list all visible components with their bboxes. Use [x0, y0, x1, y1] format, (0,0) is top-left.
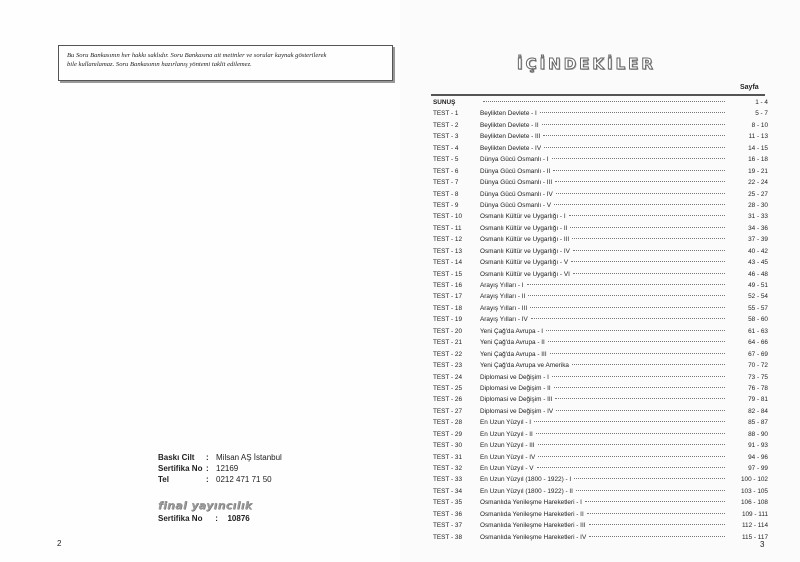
toc-entry-leader — [483, 101, 725, 102]
toc-entry-leader — [555, 398, 725, 399]
toc-entry-topic: Beylikten Devlete - III — [480, 133, 541, 141]
toc-entry-code: TEST - 37 — [433, 522, 463, 530]
toc-entry-pages: 67 - 69 — [748, 350, 768, 358]
toc-entry-pages: 112 - 114 — [741, 522, 768, 530]
toc-entry-leader — [553, 170, 725, 171]
toc-entry-topic: Beylikten Devlete - I — [480, 110, 537, 118]
toc-entry — [433, 166, 768, 177]
toc-entry — [433, 474, 768, 485]
toc-entry-topic: Osmanlı Kültür ve Uygarlığı - V — [480, 259, 569, 267]
toc-entry-code: TEST - 10 — [433, 213, 463, 221]
toc-entry-code: TEST - 36 — [433, 510, 463, 518]
toc-entry-leader — [537, 467, 725, 468]
toc-entry-topic: Dünya Gücü Osmanlı - III — [480, 179, 553, 187]
toc-entry-pages: 46 - 48 — [748, 270, 768, 278]
toc-entry-pages: 109 - 111 — [741, 510, 768, 518]
imprint-sep: : — [206, 453, 209, 462]
toc-entry-leader — [536, 433, 725, 434]
toc-entry — [433, 131, 768, 142]
imprint-block — [158, 452, 282, 485]
toc-entry-topic: Arayış Yılları - I — [480, 282, 524, 289]
toc-entry-leader — [569, 215, 725, 216]
toc-entry-code: TEST - 12 — [433, 236, 463, 244]
page-number-left: 2 — [57, 539, 62, 548]
toc-entry-leader — [546, 330, 725, 331]
toc-entry — [433, 257, 768, 268]
toc-entry — [433, 291, 768, 302]
toc-entry-leader — [543, 135, 725, 136]
toc-entry-code: TEST - 7 — [433, 179, 459, 187]
toc-entry-code: TEST - 22 — [433, 350, 463, 358]
toc-entry-topic: Arayış Yılları - III — [480, 304, 528, 312]
toc-entry-code: TEST - 6 — [433, 167, 459, 175]
toc-entry-pages: 88 - 90 — [748, 430, 768, 438]
toc-entry — [433, 97, 768, 108]
toc-entry-pages: 8 - 10 — [751, 121, 768, 129]
toc-entry — [433, 280, 768, 291]
toc-entry — [433, 360, 768, 371]
toc-entry-topic: Osmanlı Kültür ve Uygarlığı - III — [480, 236, 570, 244]
toc-entry-pages: 22 - 24 — [748, 179, 768, 187]
toc-entry-pages: 97 - 99 — [748, 465, 768, 472]
toc-entry-pages: 94 - 96 — [748, 453, 768, 461]
toc-entry-topic: En Uzun Yüzyıl (1800 - 1922) - II — [480, 487, 573, 495]
toc-entry-topic: Arayış Yılları - IV — [480, 316, 528, 324]
imprint-sep: : — [206, 464, 209, 473]
toc-entry-topic: Diplomasi ve Değişim - II — [480, 384, 551, 392]
toc-list — [433, 97, 768, 543]
toc-entry-leader — [528, 295, 725, 296]
toc-entry-leader — [554, 387, 725, 388]
toc-entry-leader — [589, 524, 726, 525]
toc-entry — [433, 440, 768, 451]
imprint-value: 0212 471 71 50 — [216, 475, 272, 484]
copyright-notice — [58, 45, 393, 81]
imprint-key: Baskı Cilt — [158, 453, 195, 462]
toc-entry — [433, 349, 768, 360]
toc-entry-pages: 106 - 108 — [740, 499, 768, 507]
toc-entry-pages: 40 - 42 — [748, 247, 768, 255]
toc-entry-topic: Dünya Gücü Osmanlı - II — [480, 167, 551, 175]
imprint-row — [158, 474, 282, 485]
toc-entry-topic: Osmanlı Kültür ve Uygarlığı - II — [480, 224, 568, 232]
toc-entry-leader — [538, 444, 725, 445]
toc-entry-topic: Beylikten Devlete - II — [480, 121, 539, 129]
toc-entry — [433, 532, 768, 543]
toc-entry-topic: En Uzun Yüzyıl - III — [480, 442, 535, 450]
toc-entry — [433, 143, 768, 154]
toc-entry-leader — [555, 181, 725, 182]
toc-entry-topic: Osmanlıda Yenileşme Hareketleri - IV — [480, 533, 587, 541]
toc-entry-leader — [552, 158, 725, 159]
toc-entry-leader — [554, 204, 725, 205]
toc-entry-topic: Yeni Çağ'da Avrupa - I — [480, 327, 544, 335]
toc-entry-code: TEST - 25 — [433, 384, 463, 392]
toc-entry — [433, 497, 768, 508]
toc-entry-pages: 100 - 102 — [740, 476, 768, 484]
toc-entry-code: TEST - 38 — [433, 533, 463, 541]
toc-entry-leader — [573, 273, 725, 274]
toc-entry-code: TEST - 11 — [433, 224, 462, 232]
toc-entry-code: TEST - 4 — [433, 144, 459, 152]
toc-entry-code: SUNUŞ — [433, 99, 456, 106]
toc-entry-leader — [570, 227, 725, 228]
toc-entry-leader — [574, 478, 725, 479]
toc-entry-leader — [530, 307, 725, 308]
toc-entry-pages: 14 - 15 — [748, 144, 768, 152]
toc-entry-pages: 76 - 78 — [748, 384, 768, 392]
toc-entry-leader — [552, 376, 725, 377]
imprint-sep: : — [206, 475, 209, 484]
toc-entry-code: TEST - 17 — [433, 293, 463, 301]
toc-entry — [433, 314, 768, 325]
certificate-key: Sertifika No — [158, 514, 203, 523]
toc-entry-leader — [589, 536, 725, 537]
toc-entry-pages: 1 - 4 — [755, 99, 768, 106]
toc-entry — [433, 326, 768, 337]
toc-entry-topic: Diplomasi ve Değişim - I — [480, 373, 549, 381]
toc-entry-topic: Osmanlı Kültür ve Uygarlığı - IV — [480, 247, 570, 255]
toc-entry-topic: Dünya Gücü Osmanlı - IV — [480, 190, 553, 198]
toc-entry-code: TEST - 21 — [433, 339, 463, 347]
toc-entry-code: TEST - 28 — [433, 419, 463, 427]
toc-entry — [433, 429, 768, 440]
imprint-key: Sertifika No — [158, 464, 203, 473]
toc-entry-topic: Dünya Gücü Osmanlı - I — [480, 156, 549, 164]
toc-entry — [433, 486, 768, 497]
toc-entry-leader — [544, 147, 725, 148]
toc-entry-code: TEST - 9 — [433, 201, 459, 209]
imprint-row — [158, 463, 282, 474]
toc-entry-leader — [573, 250, 725, 251]
toc-entry — [433, 120, 768, 131]
toc-entry-pages: 52 - 54 — [748, 293, 768, 301]
toc-entry — [433, 372, 768, 383]
toc-entry-code: TEST - 16 — [433, 282, 463, 289]
toc-entry-code: TEST - 20 — [433, 327, 463, 335]
toc-entry-pages: 16 - 18 — [748, 156, 768, 164]
toc-entry — [433, 406, 768, 417]
toc-entry-topic: En Uzun Yüzyıl (1800 - 1922) - I — [480, 476, 572, 484]
toc-entry-pages: 73 - 75 — [748, 373, 768, 381]
toc-entry-code: TEST - 14 — [433, 259, 463, 267]
imprint-value: Milsan AŞ İstanbul — [216, 453, 282, 462]
toc-entry — [433, 394, 768, 405]
certificate-value: 10876 — [227, 514, 250, 523]
toc-entry-topic: Osmanlı Kültür ve Uygarlığı - VI — [480, 270, 570, 278]
toc-entry-pages: 49 - 51 — [748, 282, 768, 289]
toc-entry-pages: 61 - 63 — [748, 327, 768, 335]
toc-entry-leader — [576, 490, 725, 491]
header-divider — [431, 94, 765, 96]
toc-entry-code: TEST - 1 — [433, 110, 459, 118]
toc-entry-pages: 64 - 66 — [748, 339, 768, 347]
toc-entry-code: TEST - 18 — [433, 304, 463, 312]
toc-entry-topic: En Uzun Yüzyıl - I — [480, 419, 532, 427]
toc-entry — [433, 269, 768, 280]
toc-entry-code: TEST - 30 — [433, 442, 463, 450]
toc-entry-topic: En Uzun Yüzyıl - V — [480, 465, 534, 472]
toc-entry-topic: Osmanlı Kültür ve Uygarlığı - I — [480, 213, 566, 221]
toc-entry-pages: 19 - 21 — [748, 167, 768, 175]
toc-entry-pages: 37 - 39 — [748, 236, 768, 244]
toc-entry-topic: Diplomasi ve Değişim - III — [480, 396, 553, 404]
toc-entry-pages: 103 - 105 — [740, 487, 768, 495]
toc-entry-topic: Dünya Gücü Osmanlı - V — [480, 201, 552, 209]
toc-entry-pages: 11 - 13 — [748, 133, 768, 141]
toc-entry — [433, 154, 768, 165]
toc-entry — [433, 211, 768, 222]
toc-entry-leader — [548, 341, 725, 342]
toc-entry-code: TEST - 3 — [433, 133, 459, 141]
toc-entry-pages: 28 - 30 — [748, 201, 768, 209]
toc-entry-leader — [556, 193, 725, 194]
certificate-row — [158, 514, 250, 523]
toc-entry-code: TEST - 27 — [433, 407, 463, 415]
toc-entry — [433, 520, 768, 531]
toc-title: İÇİNDEKİLER — [517, 55, 656, 73]
toc-entry-code: TEST - 24 — [433, 373, 463, 381]
toc-entry-pages: 25 - 27 — [748, 190, 768, 198]
toc-entry-leader — [572, 238, 725, 239]
notice-line: bile kullanılamaz. Soru Bankasının hazırlanış yöntemi taklit edilemez. — [67, 61, 252, 68]
toc-entry-code: TEST - 23 — [433, 362, 463, 370]
toc-entry-leader — [571, 261, 725, 262]
toc-entry-code: TEST - 33 — [433, 476, 463, 484]
toc-entry — [433, 303, 768, 314]
toc-entry — [433, 463, 768, 474]
toc-entry-pages: 58 - 60 — [748, 316, 768, 324]
toc-entry — [433, 108, 768, 119]
toc-entry-code: TEST - 32 — [433, 465, 463, 472]
toc-entry — [433, 177, 768, 188]
toc-entry — [433, 223, 768, 234]
imprint-row — [158, 452, 282, 463]
toc-entry-leader — [572, 364, 725, 365]
toc-entry-pages: 31 - 33 — [748, 213, 768, 221]
toc-entry-pages: 85 - 87 — [748, 419, 768, 427]
toc-entry-topic: Diplomasi ve Değişim - IV — [480, 407, 554, 415]
toc-entry-topic: Beylikten Devlete - IV — [480, 144, 542, 152]
toc-entry-leader — [585, 501, 725, 502]
toc-entry-leader — [538, 456, 725, 457]
toc-entry-code: TEST - 19 — [433, 316, 463, 324]
toc-entry-pages: 79 - 81 — [748, 396, 768, 404]
toc-entry-code: TEST - 26 — [433, 396, 463, 404]
toc-entry-leader — [540, 112, 725, 113]
toc-entry-topic: Osmanlıda Yenileşme Hareketleri - II — [480, 510, 584, 518]
imprint-value: 12169 — [216, 464, 239, 473]
notice-line: Bu Soru Bankasının her hakkı saklıdır. Soru Bankasına ait metinler ve sorular kaynak gösterilerek — [67, 52, 327, 59]
toc-entry-code: TEST - 29 — [433, 430, 463, 438]
page-number-right: 3 — [760, 540, 765, 549]
toc-entry-code: TEST - 15 — [433, 270, 463, 278]
toc-entry-leader — [556, 410, 725, 411]
toc-entry-leader — [587, 513, 725, 514]
toc-entry-pages: 43 - 45 — [748, 259, 768, 267]
toc-entry-pages: 82 - 84 — [748, 407, 768, 415]
page-column-header: Sayfa — [740, 84, 759, 91]
toc-entry — [433, 509, 768, 520]
toc-entry-pages: 34 - 36 — [748, 224, 768, 232]
toc-entry-leader — [542, 124, 725, 125]
toc-entry-code: TEST - 5 — [433, 156, 459, 164]
toc-entry-topic: Osmanlıda Yenileşme Hareketleri - I — [480, 499, 582, 507]
toc-entry-leader — [534, 421, 725, 422]
toc-entry-code: TEST - 13 — [433, 247, 463, 255]
toc-entry — [433, 189, 768, 200]
toc-entry — [433, 383, 768, 394]
toc-entry-code: TEST - 35 — [433, 499, 463, 507]
toc-entry-topic: En Uzun Yüzyıl - II — [480, 430, 533, 438]
toc-entry — [433, 452, 768, 463]
toc-entry-leader — [550, 353, 725, 354]
toc-entry-code: TEST - 2 — [433, 121, 459, 129]
toc-entry-topic: Osmanlıda Yenileşme Hareketleri - III — [480, 522, 586, 530]
toc-entry-pages: 55 - 57 — [748, 304, 768, 312]
toc-entry-topic: Yeni Çağ'da Avrupa - III — [480, 350, 547, 358]
toc-entry — [433, 246, 768, 257]
publisher-logo: final yayıncılık — [158, 499, 253, 512]
toc-entry-pages: 91 - 93 — [748, 442, 768, 450]
toc-entry-pages: 70 - 72 — [748, 362, 768, 370]
toc-entry-topic: Yeni Çağ'da Avrupa - II — [480, 339, 545, 347]
toc-entry — [433, 200, 768, 211]
toc-entry — [433, 337, 768, 348]
toc-entry — [433, 234, 768, 245]
toc-entry — [433, 417, 768, 428]
toc-entry-code: TEST - 31 — [433, 453, 463, 461]
toc-entry-leader — [531, 318, 725, 319]
toc-entry-topic: Yeni Çağ'da Avrupa ve Amerika — [480, 362, 569, 370]
toc-entry-code: TEST - 34 — [433, 487, 463, 495]
toc-entry-leader — [527, 284, 725, 285]
imprint-key: Tel — [158, 475, 169, 484]
toc-entry-pages: 5 - 7 — [755, 110, 768, 118]
toc-entry-code: TEST - 8 — [433, 190, 459, 198]
toc-entry-topic: En Uzun Yüzyıl - IV — [480, 453, 536, 461]
toc-entry-pages: 115 - 117 — [741, 533, 768, 541]
toc-entry-topic: Arayış Yılları - II — [480, 293, 526, 301]
certificate-sep: : — [215, 514, 218, 523]
